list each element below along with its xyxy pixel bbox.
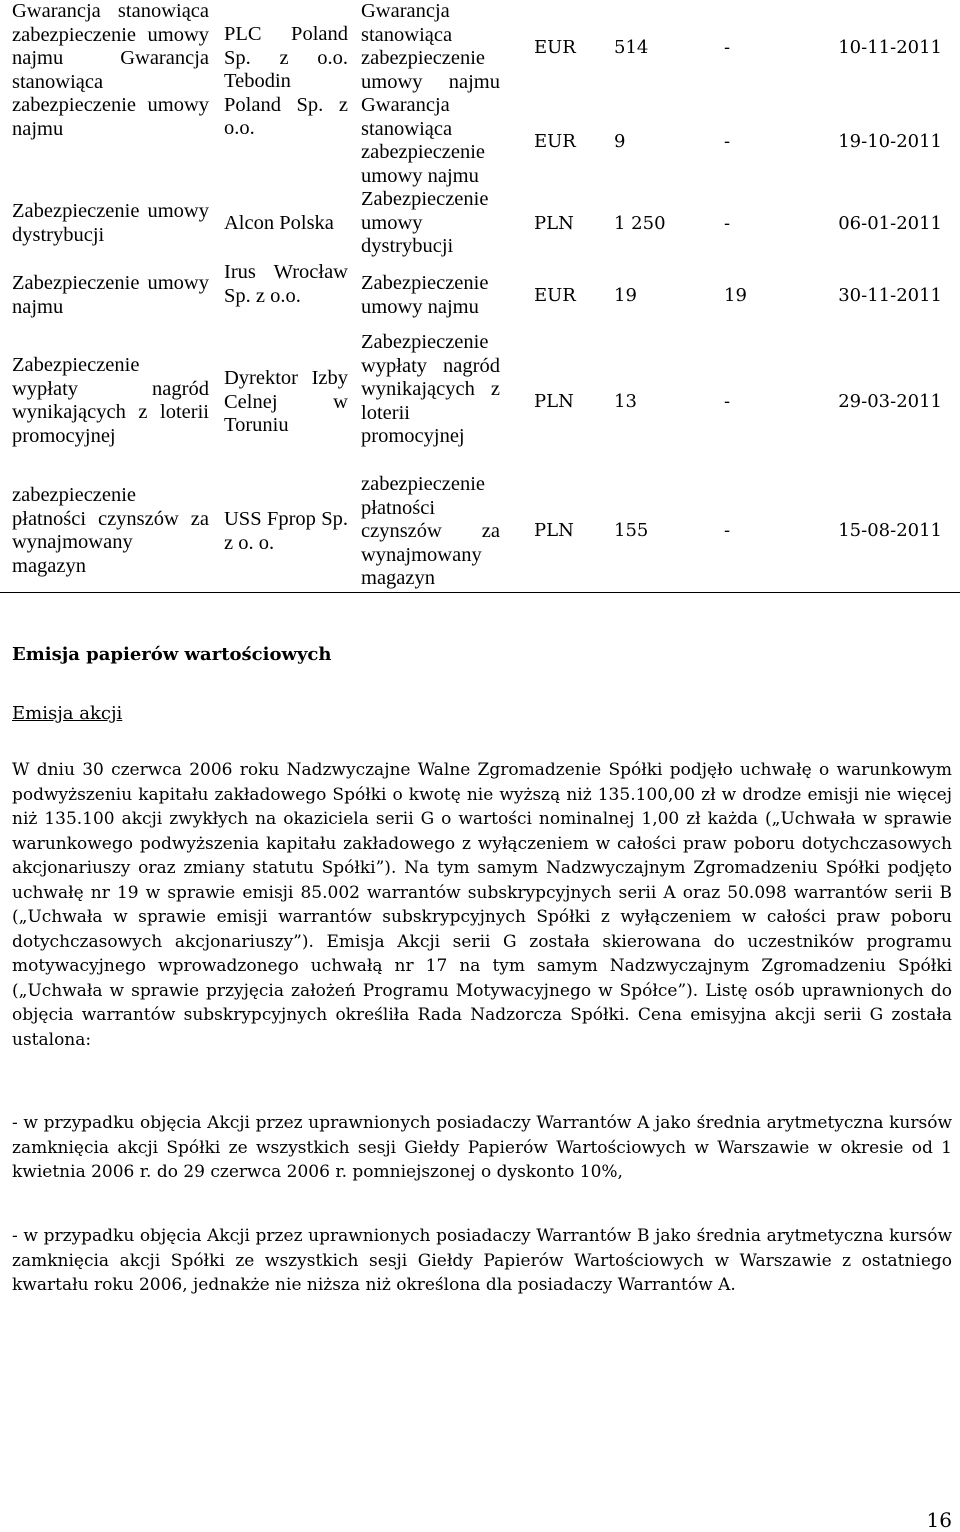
- page-number: 16: [926, 1508, 952, 1532]
- amount2-cell: -: [724, 213, 731, 234]
- amount2-cell: -: [724, 131, 731, 152]
- date-cell: 15-08-2011: [838, 520, 942, 541]
- amount2-cell: -: [724, 37, 731, 58]
- amount2-cell: -: [724, 520, 731, 541]
- amount-cell: 19: [614, 285, 637, 306]
- table-cell-title: Gwarancja stanowiąca zabezpieczenie umowy najmu Gwarancja stanowiąca zabezpieczenie umowy najmu: [12, 0, 209, 140]
- table-cell-purpose: Zabezpieczenie umowy najmu: [361, 272, 489, 318]
- table-cell-title: Zabezpieczenie wypłaty nagród wynikających z loterii promocyjnej: [12, 354, 209, 447]
- currency-cell: EUR: [534, 131, 576, 152]
- table-cell-title: Zabezpieczenie umowy dystrybucji: [12, 200, 209, 246]
- amount2-cell: 19: [724, 285, 747, 306]
- paragraph-warrants-b: - w przypadku objęcia Akcji przez uprawnionych posiadaczy Warrantów B jako średnia arytmetyczna kursów zamknięcia akcji Spółki ze wszystkich sesji Giełdy Papierów Wartościowych w Warszawie z ostatniego kwartału roku 2006, jednakże nie niższa niż określona dla posiadaczy Warrantów A.: [12, 1226, 952, 1295]
- currency-cell: PLN: [534, 213, 574, 234]
- paragraph-issue-description: W dniu 30 czerwca 2006 roku Nadzwyczajne Walne Zgromadzenie Spółki podjęło uchwałę o warunkowym podwyższeniu kapitału zakładowego Spółki o kwotę nie wyższą niż 135.100,00 zł w drodze emisji nie więcej niż 135.100 akcji zwykłych na okaziciela serii G o wartości nominalnej 1,00 zł każda („Uchwała w sprawie warunkowego podwyższenia kapitału zakładowego z wyłączeniem w całości praw poboru dotychczasowych akcjonariuszy oraz zmiany statutu Spółki”). Na tym samym Nadzwyczajnym Zgromadzeniu Spółki podjęto uchwałę nr 19 w sprawie emisji 85.002 warrantów subskrypcyjnych serii A oraz 50.098 warrantów serii B („Uchwała w sprawie emisji warrantów subskrypcyjnych Spółki z wyłączeniem w całości praw poboru dotychczasowych akcjonariuszy”). Emisja Akcji serii G została skierowana do uczestników programu motywacyjnego wprowadzonego uchwałą nr 17 na tym samym Nadzwyczajnym Zgromadzeniu Spółki („Uchwała w sprawie przyjęcia założeń Programu Motywacyjnego w Spółce”). Listę osób uprawnionych do objęcia warrantów subskrypcyjnych określiła Rada Nadzorcza Spółki. Cena emisyjna akcji serii G została ustalona:: [12, 760, 952, 1050]
- table-cell-title: Zabezpieczenie umowy najmu: [12, 272, 209, 318]
- amount-cell: 9: [614, 131, 626, 152]
- amount-cell: 1 250: [614, 213, 666, 234]
- currency-cell: EUR: [534, 285, 576, 306]
- amount-cell: 13: [614, 391, 637, 412]
- date-cell: 06-01-2011: [838, 213, 942, 234]
- date-cell: 19-10-2011: [838, 131, 942, 152]
- guarantees-table: [0, 0, 960, 593]
- currency-cell: PLN: [534, 520, 574, 541]
- table-cell-party: Irus Wrocław Sp. z o.o.: [224, 261, 348, 307]
- currency-cell: EUR: [534, 37, 576, 58]
- amount-cell: 514: [614, 37, 649, 58]
- date-cell: 30-11-2011: [838, 285, 942, 306]
- section-heading: Emisja papierów wartościowych: [12, 644, 332, 665]
- table-cell-party: Alcon Polska: [224, 212, 334, 234]
- date-cell: 29-03-2011: [838, 391, 942, 412]
- table-cell-party: PLC Poland Sp. z o.o. Tebodin Poland Sp. z o.o.: [224, 23, 348, 139]
- date-cell: 10-11-2011: [838, 37, 942, 58]
- table-cell-party: Dyrektor Izby Celnej w Toruniu: [224, 367, 348, 436]
- table-cell-purpose: Zabezpieczenie wypłaty nagród wynikających z loterii promocyjnej: [361, 331, 500, 447]
- table-cell-title: zabezpieczenie płatności czynszów za wynajmowany magazyn: [12, 484, 209, 577]
- paragraph-warrants-a: - w przypadku objęcia Akcji przez uprawnionych posiadaczy Warrantów A jako średnia arytmetyczna kursów zamknięcia akcji Spółki ze wszystkich sesji Giełdy Papierów Wartościowych w Warszawie w okresie od 1 kwietnia 2006 r. do 29 czerwca 2006 r. pomniejszonej o dyskonto 10%,: [12, 1113, 952, 1182]
- section-subheading: Emisja akcji: [12, 703, 123, 724]
- table-cell-party: USS Fprop Sp. z o. o.: [224, 508, 348, 554]
- table-cell-purpose: Gwarancja stanowiąca zabezpieczenie umowy najmu Gwarancja stanowiąca zabezpieczenie umowy najmu: [361, 0, 500, 187]
- table-cell-purpose: zabezpieczenie płatności czynszów za wynajmowany magazyn: [361, 473, 500, 589]
- amount2-cell: -: [724, 391, 731, 412]
- amount-cell: 155: [614, 520, 649, 541]
- currency-cell: PLN: [534, 391, 574, 412]
- table-cell-purpose: Zabezpieczenie umowy dystrybucji: [361, 188, 489, 257]
